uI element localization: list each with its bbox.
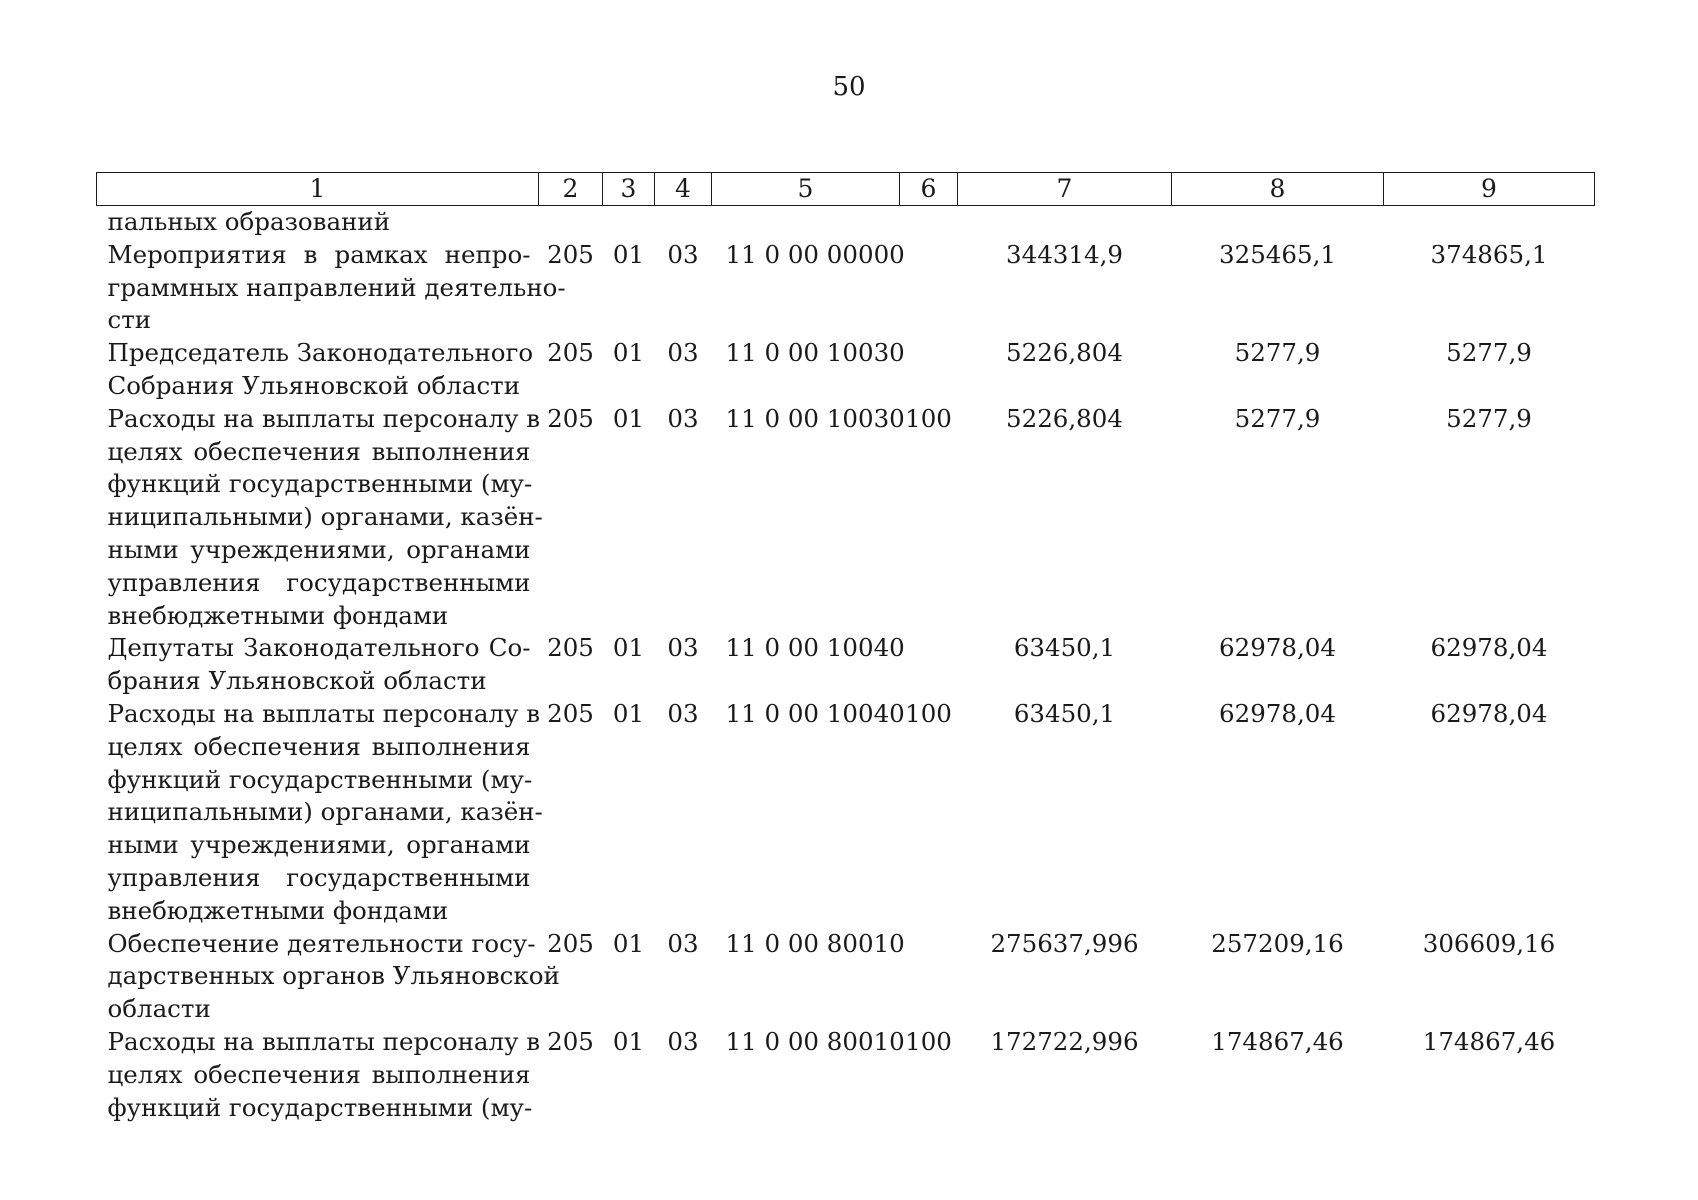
name-line: Расходы на выплаты персоналу в (107, 698, 541, 728)
cell-grbs: 205 (547, 338, 594, 368)
cell-expense-type: 100 (905, 403, 952, 433)
page-number: 50 (832, 72, 866, 102)
cell-target-article: 11 0 00 10040 (725, 633, 905, 663)
cell-subsection: 03 (667, 1026, 699, 1056)
cell-target-article: 11 0 00 10030 (725, 403, 905, 433)
column-header-expense-type: 6 (900, 173, 958, 206)
cell-name (97, 337, 539, 403)
cell-amount-year-1: 172722,996 (990, 1026, 1139, 1056)
cell-amount-year-2: 62978,04 (1219, 698, 1336, 728)
name-line: управления государственными (107, 567, 531, 597)
cell-name (97, 1026, 539, 1124)
name-line: целях обеспечения выполнения (107, 731, 531, 761)
name-line: целях обеспечения выполнения (107, 1059, 531, 1089)
cell-target-article: 11 0 00 80010 (725, 928, 905, 958)
table-header (97, 173, 1595, 206)
cell-name (97, 239, 566, 337)
cell-expense-type (900, 206, 958, 239)
cell-amount-year-3: 5277,9 (1446, 403, 1532, 433)
cell-amount-year-1: 5226,804 (1006, 403, 1123, 433)
cell-amount-year-2: 174867,46 (1211, 1026, 1344, 1056)
name-line: Расходы на выплаты персоналу в (107, 403, 541, 433)
table-row (97, 337, 1595, 403)
cell-section: 01 (612, 338, 645, 368)
cell-amount-year-2: 5277,9 (1234, 403, 1321, 433)
name-line: дарственных органов Ульяновской (107, 961, 560, 991)
cell-amount-year-1: 5226,804 (1006, 338, 1123, 368)
column-header-section: 3 (603, 173, 655, 206)
name-line: Мероприятия в рамках непро- (107, 239, 531, 269)
name-line: внебюджетными фондами (107, 600, 449, 630)
cell-target-article (712, 206, 900, 239)
table-row (97, 1026, 1595, 1124)
name-line: ниципальными) органами, казён- (107, 502, 543, 532)
table-row (97, 239, 1595, 337)
cell-grbs: 205 (547, 698, 594, 728)
budget-table (96, 172, 1595, 1124)
cell-amount-year-1 (958, 206, 1172, 239)
cell-amount-year-2: 257209,16 (1211, 928, 1344, 958)
cell-name (97, 403, 543, 633)
cell-name (97, 698, 543, 928)
name-line: ными учреждениями, органами (107, 830, 531, 860)
cell-amount-year-3: 62978,04 (1430, 633, 1548, 663)
cell-amount-year-1: 275637,996 (990, 928, 1139, 958)
cell-amount-year-1: 63450,1 (1013, 633, 1116, 663)
cell-subsection: 03 (667, 928, 699, 958)
name-line: сти (107, 305, 152, 335)
cell-target-article: 11 0 00 10040 (725, 698, 905, 728)
cell-expense-type (900, 337, 958, 403)
cell-grbs: 205 (547, 239, 594, 269)
cell-section: 01 (612, 403, 645, 433)
name-line: функций государственными (му- (107, 1092, 533, 1122)
cell-expense-type (900, 632, 958, 698)
column-header-grbs: 2 (539, 173, 603, 206)
cell-grbs: 205 (547, 633, 594, 663)
cell-amount-year-3: 306609,16 (1422, 928, 1556, 958)
cell-amount-year-2: 62978,04 (1219, 633, 1336, 663)
column-header-name: 1 (97, 173, 539, 206)
cell-section (603, 206, 655, 239)
cell-amount-year-1: 63450,1 (1013, 698, 1116, 728)
cell-subsection: 03 (667, 698, 699, 728)
cell-section: 01 (612, 698, 645, 728)
cell-subsection: 03 (667, 338, 699, 368)
column-header-amount-year-1: 7 (958, 173, 1172, 206)
cell-amount-year-2: 325465,1 (1219, 239, 1336, 269)
name-line: брания Ульяновской области (107, 666, 487, 696)
cell-name (97, 206, 539, 239)
column-header-target-article: 5 (712, 173, 900, 206)
cell-target-article: 11 0 00 00000 (725, 239, 905, 269)
cell-grbs (539, 206, 603, 239)
cell-target-article: 11 0 00 10030 (725, 338, 905, 368)
cell-amount-year-3: 174867,46 (1422, 1026, 1556, 1056)
name-line: граммных направлений деятельно- (107, 272, 566, 302)
name-line: Депутаты Законодательного Со- (107, 633, 531, 663)
table-row (97, 206, 1595, 239)
table-row (97, 632, 1595, 698)
cell-section: 01 (612, 239, 645, 269)
name-line: Председатель Законодательного (107, 338, 534, 368)
cell-section: 01 (612, 1026, 645, 1056)
cell-amount-year-3: 5277,9 (1446, 338, 1532, 368)
cell-section: 01 (612, 928, 645, 958)
cell-subsection (655, 206, 712, 239)
table-body (97, 206, 1595, 1125)
cell-name (97, 928, 560, 1026)
cell-expense-type: 100 (905, 1026, 952, 1056)
name-line: ными учреждениями, органами (107, 534, 531, 564)
cell-expense-type: 100 (905, 698, 952, 728)
cell-section: 01 (612, 633, 645, 663)
cell-amount-year-2 (1172, 206, 1384, 239)
name-line: внебюджетными фондами (107, 895, 449, 925)
name-line: Обеспечение деятельности госу- (107, 928, 536, 958)
cell-amount-year-3: 62978,04 (1430, 698, 1548, 728)
name-line: целях обеспечения выполнения (107, 436, 531, 466)
table-row (97, 403, 1595, 633)
cell-grbs: 205 (547, 928, 594, 958)
table-row (97, 698, 1595, 928)
column-header-amount-year-3: 9 (1384, 173, 1595, 206)
name-line: управления государственными (107, 862, 531, 892)
cell-target-article: 11 0 00 80010 (725, 1026, 905, 1056)
cell-expense-type (900, 928, 958, 1026)
column-header-amount-year-2: 8 (1172, 173, 1384, 206)
name-line: ниципальными) органами, казён- (107, 797, 543, 827)
cell-amount-year-1: 344314,9 (1006, 239, 1123, 269)
name-line: пальных образований (107, 207, 391, 236)
cell-subsection: 03 (667, 403, 699, 433)
name-line: области (107, 994, 211, 1024)
cell-name (97, 632, 539, 698)
cell-amount-year-2: 5277,9 (1234, 338, 1321, 368)
cell-expense-type (900, 239, 958, 337)
cell-grbs: 205 (547, 403, 594, 433)
cell-subsection: 03 (667, 633, 699, 663)
cell-grbs: 205 (547, 1026, 594, 1056)
name-line: функций государственными (му- (107, 469, 533, 499)
cell-amount-year-3: 374865,1 (1430, 239, 1548, 269)
cell-amount-year-3 (1384, 206, 1595, 239)
column-header-subsection: 4 (655, 173, 712, 206)
cell-subsection: 03 (667, 239, 699, 269)
name-line: Собрания Ульяновской области (107, 370, 521, 400)
header-row (97, 173, 1595, 206)
table-row (97, 928, 1595, 1026)
name-line: функций государственными (му- (107, 764, 533, 794)
name-line: Расходы на выплаты персоналу в (107, 1026, 541, 1056)
